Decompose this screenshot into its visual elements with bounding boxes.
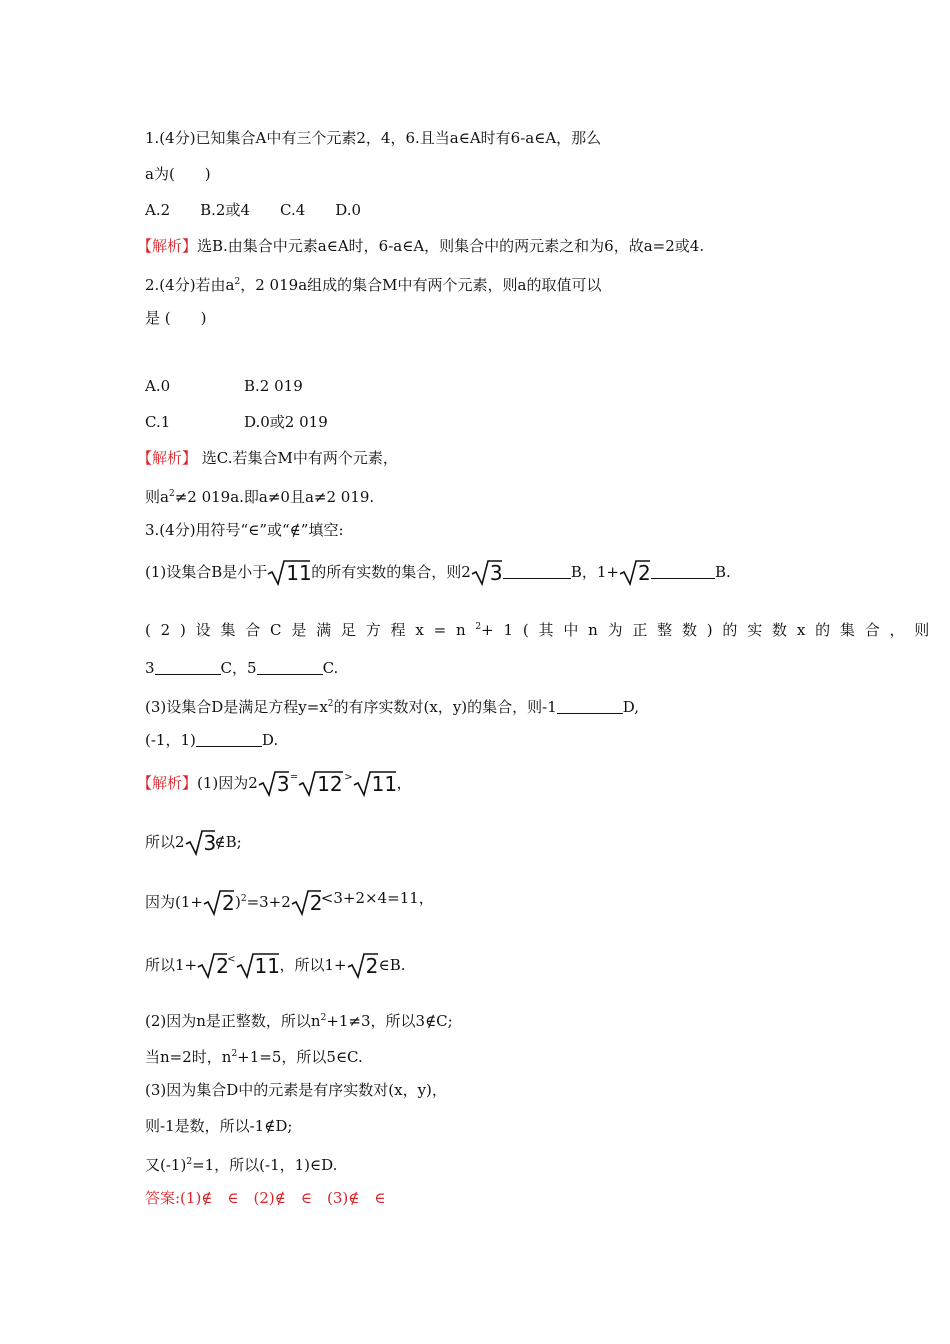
q1-stem-2: a为( ) [145,165,211,183]
answer-blank[interactable] [503,564,571,579]
radicand: 11 [286,561,312,585]
q2-option-b: B.2 019 [244,377,303,395]
superscript: 2 [327,699,334,709]
answer-blank[interactable] [557,699,623,714]
text: 的所有实数的集合，则2 [311,563,471,581]
sqrt-2 [347,951,379,979]
text: ， [396,774,412,792]
superscript: 2 [231,1049,238,1059]
text: C，5 [220,659,257,677]
text: <3+2×4=11， [320,889,434,907]
radicand: 2 [365,954,379,978]
q3-stem: 3.(4分)用符号“∈”或“∉”填空: [145,521,344,539]
sqrt-11 [353,769,397,797]
q2-stem [145,272,601,295]
radicand: 2 [637,561,651,585]
text: 2.(4分)若由a [145,276,235,294]
superscript: 2 [168,489,175,499]
q2-stem-2: 是 ( ) [145,309,207,327]
solution-line-8: 则-1是数，所以-1∉D; [145,1117,293,1135]
sqrt-2 [203,888,235,916]
text: ≠2 019a.即a≠0且a≠2 019. [174,488,375,506]
solution-line-1 [137,768,412,797]
q3-part3-line2 [145,730,278,750]
sqrt-2 [197,951,227,979]
q2-analysis-2 [145,484,374,507]
q3-part1 [145,558,731,586]
radicand: 3 [203,831,217,855]
radicand: 3 [489,561,503,585]
greater-than: > [344,772,353,783]
text: (-1，1) [145,731,196,749]
superscript: 2 [186,1157,193,1167]
text: 因为(1+ [145,893,203,911]
text: D, [622,698,640,716]
q3-part2-line2 [145,658,338,678]
text: +1≠3，所以3∉C; [326,1012,453,1030]
q1-analysis [137,236,704,256]
text: (2)因为n是正整数，所以n [145,1012,321,1030]
radicand: 12 [317,772,343,796]
answer-blank[interactable] [155,660,221,675]
solution-line-5 [145,1008,453,1031]
solution-line-9 [145,1152,337,1175]
answer-blank[interactable] [196,732,262,747]
text: +1=5，所以5∈C. [237,1048,363,1066]
q2-option-a: A.0 [145,377,171,395]
q2-option-c: C.1 [145,413,171,431]
equals: = [289,772,299,783]
q3-part3 [145,694,639,717]
q2-analysis [137,448,398,468]
text: (3)设集合D是满足方程y=x [145,698,328,716]
text: =1，所以(-1，1)∈D. [192,1156,338,1174]
analysis-tag: 【解析】 [137,774,198,792]
q1-stem: 1.(4分)已知集合A中有三个元素2，4，6.且当a∈A时有6-a∈A，那么 [145,129,602,147]
text: B. [714,563,731,581]
answer-blank[interactable] [257,660,323,675]
analysis-text: 选B.由集合中元素a∈A时，6-a∈A，则集合中的两元素之和为6，故a=2或4. [197,237,705,255]
radicand: 2 [221,891,235,915]
text: =3+2 [246,893,291,911]
superscript: 2 [240,894,247,904]
superscript: 2 [234,277,241,287]
solution-line-2 [145,828,242,856]
solution-line-4 [145,950,406,979]
text: 3 [145,659,155,677]
sqrt-12 [298,769,344,797]
analysis-text: 选C.若集合M中有两个元素， [197,449,398,467]
text: C. [322,659,339,677]
text: +1(其中n为正整数)的实数x的集合，则 [481,621,940,639]
radicand: 2 [309,891,323,915]
sqrt-3 [185,828,215,856]
solution-line-3 [145,888,434,916]
text: ) [234,893,241,911]
sqrt-11 [236,951,280,979]
text: (1)因为2 [197,774,258,792]
text: 的有序实数对(x，y)的集合，则-1 [333,698,557,716]
answer-line: 答案:(1)∉ ∈ (2)∉ ∈ (3)∉ ∈ [145,1189,386,1207]
text: 所以2 [145,833,185,851]
text: B，1+ [570,563,619,581]
answer-blank[interactable] [651,564,715,579]
solution-line-7: (3)因为集合D中的元素是有序实数对(x，y)， [145,1081,447,1099]
q2-option-d: D.0或2 019 [244,413,328,431]
text: ，2 019a组成的集合M中有两个元素，则a的取值可以 [240,276,602,294]
text: (2)设集合C是满足方程x=n [145,621,476,639]
text: ，所以1+ [279,956,347,974]
text: ∉B; [214,833,242,851]
sqrt-3 [471,558,503,586]
analysis-tag: 【解析】 [137,449,198,467]
radicand: 11 [254,954,280,978]
radicand: 11 [371,772,398,796]
radicand: 3 [276,772,290,796]
sqrt-2 [291,888,321,916]
text: (1)设集合B是小于 [145,563,268,581]
text: D. [261,731,279,749]
text: 当n=2时，n [145,1048,232,1066]
text: 则a [145,488,169,506]
text: 又(-1) [145,1156,187,1174]
solution-line-6 [145,1044,363,1067]
analysis-tag: 【解析】 [137,237,198,255]
text: ∈B. [378,956,406,974]
text: 所以1+ [145,956,198,974]
superscript: 2 [475,622,482,632]
sqrt-3 [258,769,290,797]
sqrt-2 [619,558,651,586]
q3-part2 [145,617,939,640]
radicand: 2 [216,954,229,978]
sqrt-11 [267,558,311,586]
less-than: < [227,954,236,965]
q1-options: A.2 B.2或4 C.4 D.0 [145,201,362,219]
superscript: 2 [320,1013,327,1023]
